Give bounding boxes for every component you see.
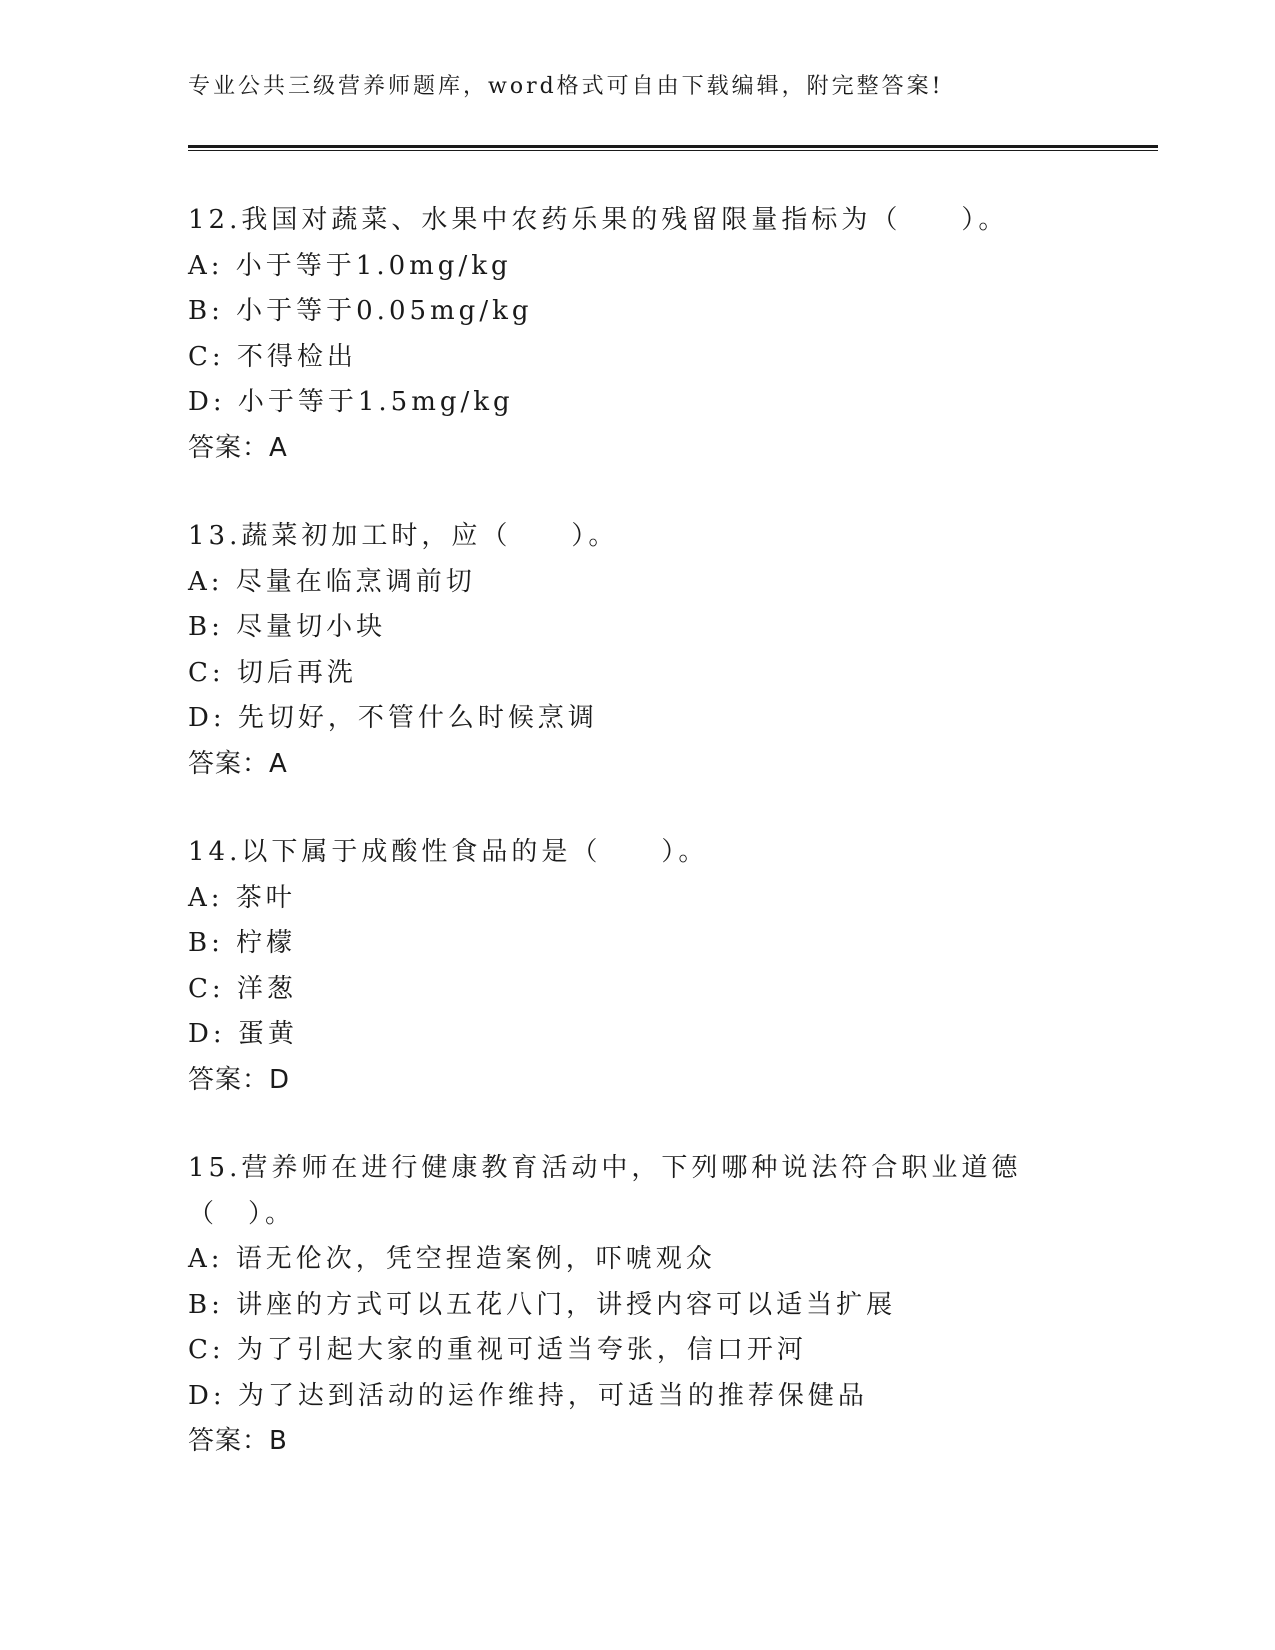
option-a: A: 茶叶 (188, 882, 296, 913)
option-c: C: 为了引起大家的重视可适当夸张，信口开河 (188, 1335, 807, 1365)
option-a: A: 小于等于1.0mg/kg (188, 250, 512, 281)
question-stem: 13.蔬菜初加工时，应（ ）。 (188, 521, 619, 551)
answer: 答案：A (188, 432, 288, 463)
option-c: C: 切后再洗 (188, 657, 357, 688)
option-c: C: 洋葱 (188, 973, 297, 1004)
option-b: B: 柠檬 (188, 928, 297, 958)
question-14 (188, 830, 1088, 1103)
answer: 答案：B (188, 1426, 288, 1456)
option-d: D: 先切好，不管什么时候烹调 (188, 703, 598, 733)
answer: 答案：D (188, 1064, 291, 1095)
option-a: A: 尽量在临烹调前切 (188, 566, 476, 597)
option-a: A: 语无伦次，凭空捏造案例，吓唬观众 (188, 1244, 716, 1274)
question-15 (188, 1146, 1088, 1465)
option-c: C: 不得检出 (188, 341, 357, 372)
option-b: B: 尽量切小块 (188, 612, 387, 642)
question-13 (188, 514, 1088, 787)
option-d: D: 为了达到活动的运作维持，可适当的推荐保健品 (188, 1380, 868, 1411)
question-stem: 12.我国对蔬菜、水果中农药乐果的残留限量指标为（ ）。 (188, 205, 1009, 235)
option-b: B: 小于等于0.05mg/kg (188, 296, 533, 326)
question-12 (188, 198, 1088, 471)
header-divider (188, 145, 1158, 151)
question-stem: 14.以下属于成酸性食品的是（ ）。 (188, 837, 709, 867)
page-header: 专业公共三级营养师题库，word格式可自由下载编辑，附完整答案! (188, 74, 944, 99)
question-stem: 15.营养师在进行健康教育活动中，下列哪种说法符合职业道德（ ）。 (188, 1153, 1022, 1229)
answer: 答案：A (188, 748, 288, 779)
option-d: D: 蛋黄 (188, 1019, 298, 1049)
option-d: D: 小于等于1.5mg/kg (188, 387, 514, 417)
option-b: B: 讲座的方式可以五花八门，讲授内容可以适当扩展 (188, 1289, 897, 1320)
